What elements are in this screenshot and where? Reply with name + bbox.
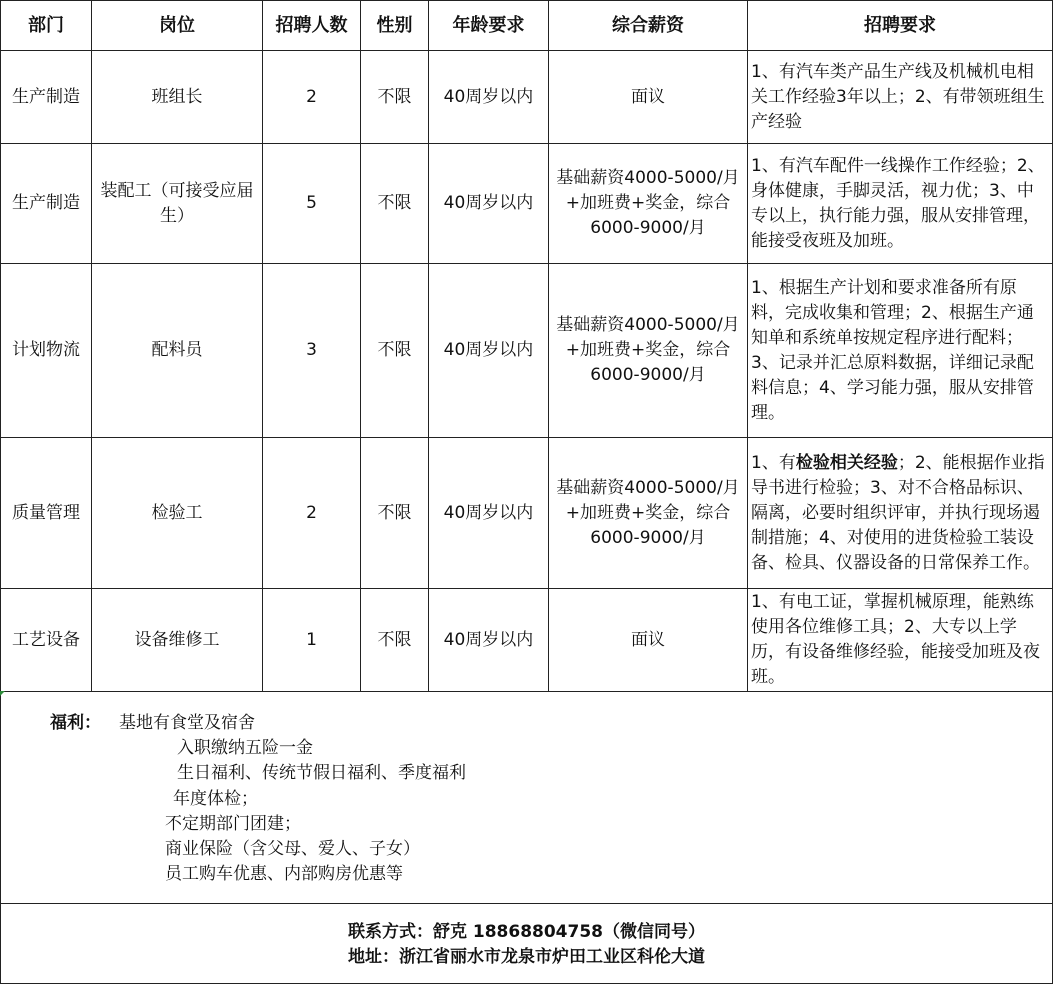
table-row (1, 51, 1053, 144)
benefit-item: 年度体检； (173, 789, 258, 809)
benefit-item: 基地有食堂及宿舍 (119, 713, 255, 733)
col-header: 性别 (361, 1, 429, 51)
requirements-cell: 1、有电工证，掌握机械原理，能熟练使用各位维修工具；2、大专以上学历，有设备维修经验，能接受加班及夜班。 (748, 589, 1053, 692)
col-header: 综合薪资 (549, 1, 748, 51)
headcount-cell: 2 (263, 51, 361, 144)
header-row (1, 1, 1053, 51)
age-cell: 40周岁以内 (429, 264, 549, 438)
table-row (1, 589, 1053, 692)
gender-cell: 不限 (361, 51, 429, 144)
col-header: 招聘要求 (748, 1, 1053, 51)
cell-corner-marker (0, 691, 5, 696)
age-cell: 40周岁以内 (429, 51, 549, 144)
gender-cell: 不限 (361, 438, 429, 589)
benefit-item: 入职缴纳五险一金 (177, 738, 313, 758)
gender-cell: 不限 (361, 264, 429, 438)
col-header: 岗位 (92, 1, 263, 51)
salary-cell: 面议 (549, 51, 748, 144)
dept-cell: 工艺设备 (1, 589, 92, 692)
benefit-item: 不定期部门团建； (165, 814, 301, 834)
req-emphasis: 检验相关经验 (795, 452, 898, 473)
headcount-cell: 3 (263, 264, 361, 438)
benefits-section (0, 691, 1053, 904)
headcount-cell: 1 (263, 589, 361, 692)
position-cell: 检验工 (92, 438, 263, 589)
req-prefix: 1、有 (751, 452, 796, 473)
col-header: 招聘人数 (263, 1, 361, 51)
age-cell: 40周岁以内 (429, 438, 549, 589)
headcount-cell: 2 (263, 438, 361, 589)
dept-cell: 生产制造 (1, 144, 92, 264)
position-cell: 配料员 (92, 264, 263, 438)
requirements-cell: 1、根据生产计划和要求准备所有原料，完成收集和管理；2、根据生产通知单和系统单按规定程序进行配料；3、记录并汇总原料数据，详细记录配料信息；4、学习能力强，服从安排管理。 (748, 264, 1053, 438)
age-cell: 40周岁以内 (429, 144, 549, 264)
salary-cell: 面议 (549, 589, 748, 692)
table-row (1, 264, 1053, 438)
benefit-item: 商业保险（含父母、爱人、子女） (165, 839, 420, 859)
col-header: 年龄要求 (429, 1, 549, 51)
requirements-cell: 1、有汽车类产品生产线及机械机电相关工作经验3年以上；2、有带领班组生产经验 (748, 51, 1053, 144)
col-header: 部门 (1, 1, 92, 51)
contact-section (0, 904, 1053, 984)
table-row (1, 144, 1053, 264)
position-cell: 装配工（可接受应届生） (92, 144, 263, 264)
salary-cell: 基础薪资4000-5000/月+加班费+奖金，综合6000-9000/月 (549, 264, 748, 438)
headcount-cell: 5 (263, 144, 361, 264)
position-cell: 班组长 (92, 51, 263, 144)
salary-cell: 基础薪资4000-5000/月+加班费+奖金，综合6000-9000/月 (549, 144, 748, 264)
gender-cell: 不限 (361, 144, 429, 264)
position-cell: 设备维修工 (92, 589, 263, 692)
contact-line: 联系方式：舒克 18868804758（微信同号） (347, 922, 706, 942)
dept-cell: 计划物流 (1, 264, 92, 438)
req-rest: ；2、能根据作业指导书进行检验；3、对不合格品标识、隔离，必要时组织评审，并执行现场遏制措施；4、对使用的进货检验工装设备、检具、仪器设备的日常保养工作。 (751, 452, 1045, 573)
age-cell: 40周岁以内 (429, 589, 549, 692)
dept-cell: 质量管理 (1, 438, 92, 589)
salary-cell: 基础薪资4000-5000/月+加班费+奖金，综合6000-9000/月 (549, 438, 748, 589)
benefit-item: 员工购车优惠、内部购房优惠等 (165, 864, 403, 884)
benefits-label: 福利： (50, 713, 101, 733)
dept-cell: 生产制造 (1, 51, 92, 144)
benefit-item: 生日福利、传统节假日福利、季度福利 (177, 763, 466, 783)
address-line: 地址：浙江省丽水市龙泉市炉田工业区科伦大道 (348, 947, 705, 967)
requirements-cell (748, 438, 1053, 589)
gender-cell: 不限 (361, 589, 429, 692)
table-row (1, 438, 1053, 589)
requirements-cell: 1、有汽车配件一线操作工作经验；2、身体健康，手脚灵活，视力优；3、中专以上，执行能力强，服从安排管理，能接受夜班及加班。 (748, 144, 1053, 264)
